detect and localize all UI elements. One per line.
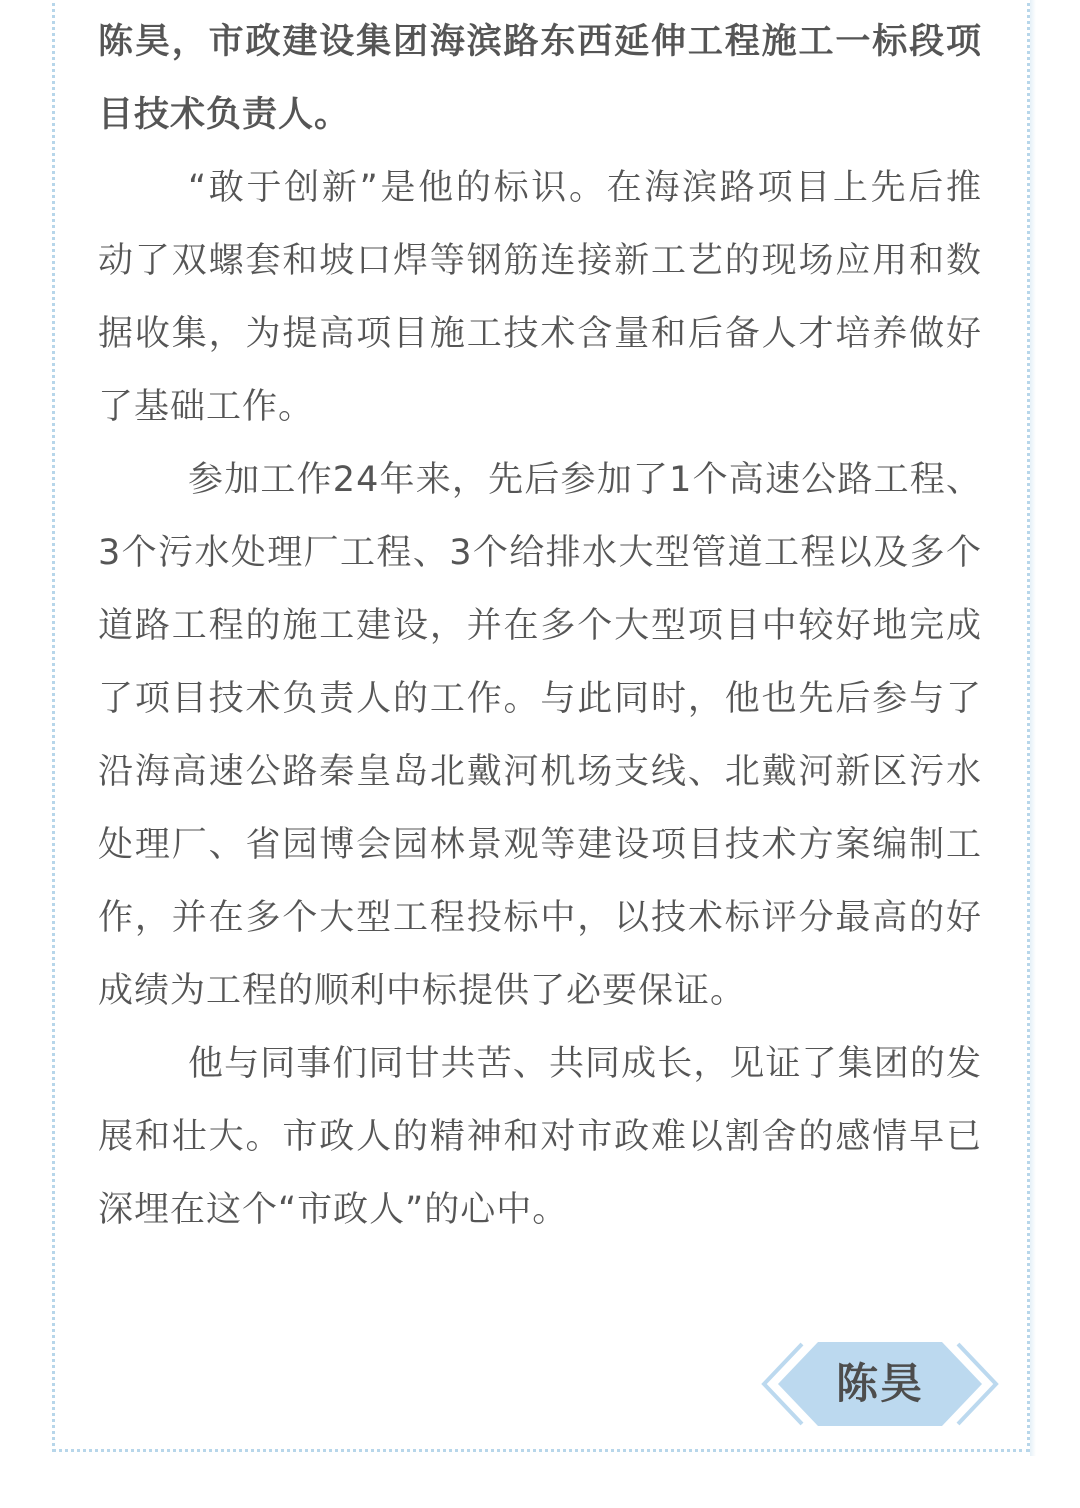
name-tag-label: 陈昊 xyxy=(835,1359,924,1408)
paragraph-innovation: “敢于创新”是他的标识。在海滨路项目上先后推动了双螺套和坡口焊等钢筋连接新工艺的现场应用和数据收集，为提高项目施工技术含量和后备人才培养做好了基础工作。 xyxy=(98,168,982,427)
frame-shadow xyxy=(1030,0,1036,1456)
article-body xyxy=(98,6,982,1247)
paragraph-spirit: 他与同事们同甘共苦、共同成长，见证了集团的发展和壮大。市政人的精神和对市政难以割舍的感情早已深埋在这个“市政人”的心中。 xyxy=(98,1044,982,1230)
paragraph-career: 参加工作24年来，先后参加了1个高速公路工程、3个污水处理厂工程、3个给排水大型管道工程以及多个道路工程的施工建设，并在多个大型项目中较好地完成了项目技术负责人的工作。与此同时，他也先后参与了沿海高速公路秦皇岛北戴河机场支线、北戴河新区污水处理厂、省园博会园林景观等建设项目技术方案编制工作，并在多个大型工程投标中，以技术标评分最高的好成绩为工程的顺利中标提供了必要保证。 xyxy=(98,460,982,1011)
article-lead: 陈昊，市政建设集团海滨路东西延伸工程施工一标段项目技术负责人。 xyxy=(98,22,982,135)
name-tag xyxy=(760,1338,1000,1430)
